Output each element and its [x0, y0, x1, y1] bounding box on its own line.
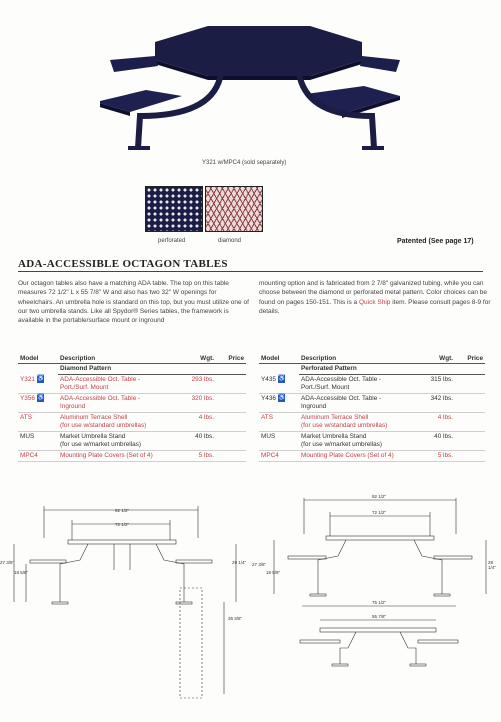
col-description: Description [299, 354, 413, 364]
table-row [259, 413, 485, 432]
diamond-swatch [205, 186, 263, 232]
row-price [455, 394, 485, 413]
row-description: Mounting Plate Covers (Set of 4) [299, 451, 413, 462]
row-price [455, 413, 485, 432]
dim-table-height: 29 1/4" [232, 560, 247, 565]
table-row [18, 413, 246, 432]
dim-side-height: 27 3/8" [0, 560, 15, 565]
dim-bench-height: 18 5/8" [266, 570, 281, 575]
table-row [259, 375, 485, 394]
dim-top-width: 72 1/2" [372, 510, 387, 515]
col-weight: Wgt. [413, 354, 455, 364]
accessible-icon: ♿ [277, 375, 286, 382]
dim-end-width: 75 1/2" [372, 600, 387, 605]
row-price [455, 451, 485, 462]
row-description: ADA-Accessible Oct. Table - Inground [299, 394, 413, 413]
row-weight: 40 lbs. [413, 432, 455, 451]
col-price: Price [216, 354, 246, 364]
row-model: ATS [18, 413, 58, 432]
row-description: ADA-Accessible Oct. Table - Port./Surf. Mount [299, 375, 413, 394]
row-price [455, 375, 485, 394]
accessible-icon: ♿ [36, 395, 45, 401]
spec-table-perforated [259, 354, 485, 462]
row-weight: 5 lbs. [413, 451, 455, 462]
row-model: MPC4 [18, 451, 58, 462]
row-description: Aluminum Terrace Shell (for use w/standard umbrellas) [58, 413, 174, 432]
row-description: ADA-Accessible Oct. Table - Inground [58, 394, 174, 413]
col-model: Model [18, 354, 58, 364]
heading-rule [18, 271, 483, 272]
table-row [259, 451, 485, 462]
row-model: MUS [259, 432, 299, 451]
row-model: ATS [259, 413, 299, 432]
perforated-label: perforated [158, 238, 186, 244]
row-description: ADA-Accessible Oct. Table - Port./Surf. Mount [58, 375, 174, 394]
product-photo [100, 16, 420, 162]
accessible-icon: ♿ [36, 375, 45, 382]
row-price [216, 394, 246, 413]
dim-overall-width: 92 1/2" [115, 508, 130, 513]
accessible-icon: ♿ [277, 395, 286, 401]
table-row [259, 394, 485, 413]
row-model: Y321 ♿ [18, 375, 58, 394]
dim-table-height: 29 1/4" [488, 560, 496, 570]
perforated-swatch [145, 186, 203, 232]
row-model: Y435 ♿ [259, 375, 299, 394]
dim-end-top-width: 55 7/8" [372, 614, 387, 619]
table-row [18, 451, 246, 462]
row-model: MUS [18, 432, 58, 451]
row-weight: 320 lbs. [174, 394, 216, 413]
row-model: MPC4 [259, 451, 299, 462]
dim-bench-height: 18 5/8" [14, 570, 29, 575]
row-weight: 5 lbs. [174, 451, 216, 462]
diamond-label: diamond [218, 238, 242, 244]
row-price [216, 432, 246, 451]
photo-caption: Y321 w/MPC4 (sold separately) [202, 160, 287, 166]
dim-top-width: 72 1/2" [115, 522, 130, 527]
table-row [18, 432, 246, 451]
table-row [259, 432, 485, 451]
row-price [216, 375, 246, 394]
drawing-side-view-left [0, 498, 250, 708]
diamond-rows [18, 364, 246, 462]
pattern-label: Perforated Pattern [299, 364, 413, 375]
row-weight: 315 lbs. [413, 375, 455, 394]
col-weight: Wgt. [174, 354, 216, 364]
dim-inground-depth: 36 3/8" [228, 616, 243, 621]
intro-col2: mounting option and is fabricated from 2 7/8" galvanized tubing, while you can choose between the diamond or perforated metal pattern. Color choices can be found on pages 150-151. This is a Quick Ship item. Please consult pages 8-9 for details. [259, 280, 491, 315]
col-description: Description [58, 354, 174, 364]
row-description: Market Umbrella Stand (for use w/market umbrellas) [299, 432, 413, 451]
row-price [216, 413, 246, 432]
quick-ship-link: Quick Ship [358, 298, 391, 306]
row-weight: 4 lbs. [413, 413, 455, 432]
pattern-label: Diamond Pattern [58, 364, 174, 375]
row-model: Y356 ♿ [18, 394, 58, 413]
row-description: Mounting Plate Covers (Set of 4) [58, 451, 174, 462]
row-weight: 4 lbs. [174, 413, 216, 432]
row-description: Aluminum Terrace Shell (for use w/standard umbrellas) [299, 413, 413, 432]
perforated-rows [259, 364, 485, 462]
row-description: Market Umbrella Stand (for use w/market umbrellas) [58, 432, 174, 451]
spec-table-diamond [18, 354, 246, 462]
row-price [455, 432, 485, 451]
table-row [18, 394, 246, 413]
dim-overall-width: 92 1/2" [372, 494, 387, 499]
section-heading: ADA-ACCESSIBLE OCTAGON TABLES [18, 258, 228, 270]
row-model: Y436 ♿ [259, 394, 299, 413]
row-price [216, 451, 246, 462]
dim-side-height: 27 3/8" [252, 562, 267, 567]
row-weight: 293 lbs. [174, 375, 216, 394]
intro-col1: Our octagon tables also have a matching ADA table. The top on this table measures 72 1/2" L x 55 7/8" W and also has two 32" W openings for wheelchairs. An umbrella hole is standard on this top, but you must utilize one of our two umbrella stands. Like all Spydor® Series tables, the framework is available in the portable/surface mount or inground [18, 280, 249, 325]
table-row [18, 375, 246, 394]
col-model: Model [259, 354, 299, 364]
row-weight: 342 lbs. [413, 394, 455, 413]
patented-note: Patented (See page 17) [397, 238, 474, 245]
row-weight: 40 lbs. [174, 432, 216, 451]
col-price: Price [455, 354, 485, 364]
